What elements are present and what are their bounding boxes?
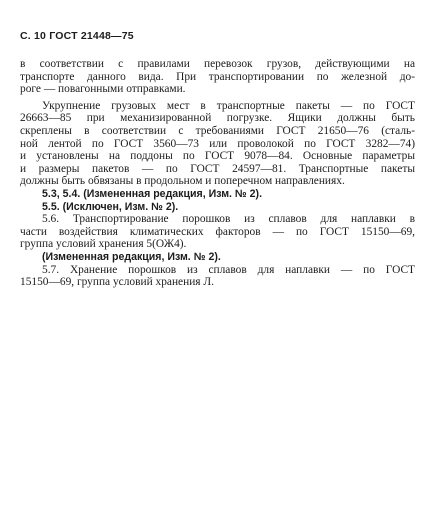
text-line: Укрупнение грузовых мест в транспортные пакеты — по ГОСТ bbox=[42, 99, 415, 112]
paragraph-packets bbox=[20, 100, 415, 188]
text-line: ной лентой по ГОСТ 3560—73 или проволокой по ГОСТ 3282—74) bbox=[20, 137, 415, 150]
text-line: в соответствии с правилами перевозок грузов, действующими на bbox=[20, 58, 415, 70]
text-line: скреплены в соответствии с требованиями ГОСТ 21650—76 (сталь- bbox=[20, 124, 415, 137]
text-line: и установлены на поддоны по ГОСТ 9078—84. Основные параметры bbox=[20, 150, 415, 163]
text-line: 15150—69, группа условий хранения Л. bbox=[20, 276, 214, 289]
text-line: 5.5. (Исключен, Изм. № 2). bbox=[42, 200, 179, 213]
text-line: должны быть обвязаны в продольном и поперечном направлениях. bbox=[20, 175, 345, 188]
paragraph-5-3-5-4 bbox=[20, 188, 415, 201]
text-line: роге — повагонными отправками. bbox=[20, 83, 186, 96]
text-line: 5.3, 5.4. (Измененная редакция, Изм. № 2). bbox=[42, 187, 263, 200]
text-line: и размеры пакетов — по ГОСТ 24597—81. Транспортные пакеты bbox=[20, 162, 415, 175]
text-line: 5.7. Хранение порошков из сплавов для наплавки — по ГОСТ bbox=[42, 263, 415, 276]
text-line: 26663—85 при механизированной погрузке. Ящики должны быть bbox=[20, 112, 415, 125]
paragraph-transport bbox=[20, 58, 415, 96]
paragraph-5-5 bbox=[20, 201, 415, 214]
document-body bbox=[20, 58, 415, 289]
text-line: группа условий хранения 5(ОЖ4). bbox=[20, 238, 187, 251]
paragraph-5-7 bbox=[20, 264, 415, 289]
paragraph-amendment-note bbox=[20, 251, 415, 264]
text-line: части воздействия климатических факторов — по ГОСТ 15150—69, bbox=[20, 225, 415, 238]
page-header: С. 10 ГОСТ 21448—75 bbox=[20, 30, 134, 42]
text-line: (Измененная редакция, Изм. № 2). bbox=[42, 250, 221, 263]
text-line: транспорте данного вида. При транспортировании по железной до- bbox=[20, 70, 415, 83]
paragraph-5-6 bbox=[20, 213, 415, 251]
text-line: 5.6. Транспортирование порошков из сплавов для наплавки в bbox=[42, 213, 415, 226]
